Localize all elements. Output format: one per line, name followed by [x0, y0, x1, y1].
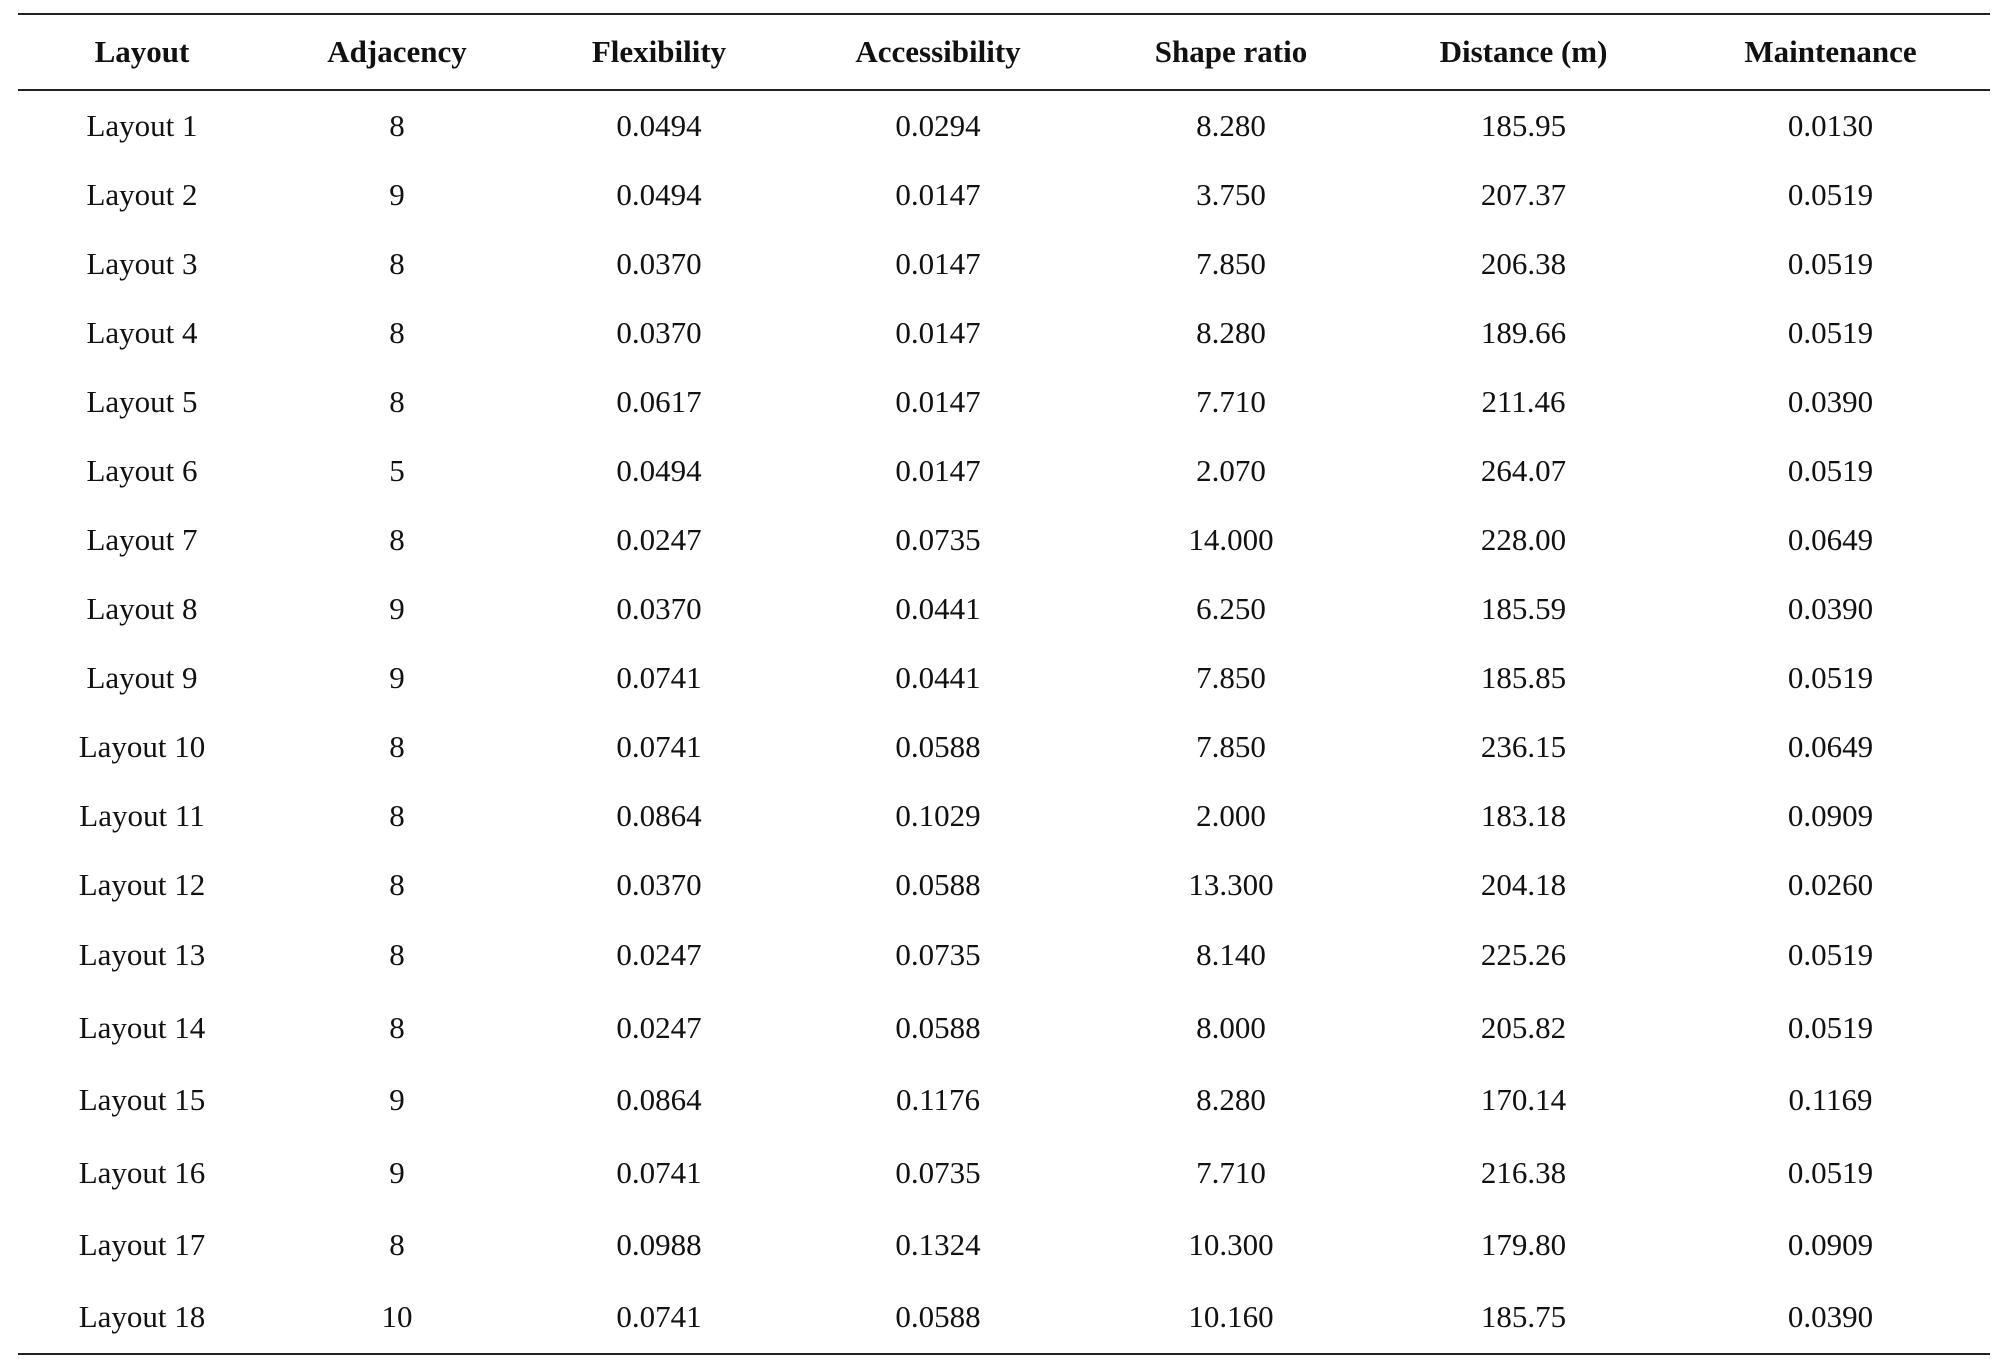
- table-row: [18, 1209, 1990, 1282]
- cell-distance: 204.18: [1480, 866, 1567, 902]
- cell-adjacency: 9: [389, 1154, 405, 1190]
- cell-accessibility: 0.0588: [895, 728, 981, 764]
- cell-layout: Layout 10: [78, 728, 206, 764]
- table-row: [18, 229, 1990, 298]
- cell-maintenance: 0.0649: [1787, 521, 1874, 557]
- cell-flexibility: 0.0494: [616, 452, 702, 488]
- cell-flexibility: 0.0494: [616, 176, 702, 212]
- cell-maintenance: 0.0519: [1787, 452, 1874, 488]
- cell-maintenance: 0.0519: [1787, 176, 1874, 212]
- cell-layout: Layout 13: [78, 937, 206, 973]
- header-layout: Layout: [94, 34, 190, 69]
- table-row: [18, 781, 1990, 850]
- cell-adjacency: 9: [389, 1082, 405, 1118]
- cell-adjacency: 8: [389, 866, 405, 902]
- cell-flexibility: 0.0864: [616, 1082, 702, 1118]
- cell-shape-ratio: 7.850: [1196, 245, 1266, 281]
- cell-maintenance: 0.0519: [1787, 1154, 1874, 1190]
- table-row: [18, 643, 1990, 712]
- cell-maintenance: 0.0390: [1787, 383, 1874, 419]
- table-row: [18, 505, 1990, 574]
- cell-adjacency: 8: [389, 728, 405, 764]
- cell-distance: 206.38: [1480, 245, 1567, 281]
- table-body: [18, 90, 1990, 1354]
- header-adjacency: Adjacency: [327, 34, 467, 69]
- cell-distance: 205.82: [1480, 1009, 1567, 1045]
- cell-adjacency: 5: [389, 452, 405, 488]
- cell-shape-ratio: 10.300: [1188, 1227, 1274, 1263]
- cell-shape-ratio: 14.000: [1188, 521, 1274, 557]
- cell-maintenance: 0.0519: [1787, 937, 1874, 973]
- cell-layout: Layout 17: [78, 1227, 206, 1263]
- cell-adjacency: 8: [389, 797, 405, 833]
- cell-maintenance: 0.0909: [1787, 1227, 1874, 1263]
- cell-layout: Layout 18: [78, 1299, 206, 1335]
- cell-layout: Layout 3: [86, 245, 198, 281]
- cell-shape-ratio: 2.070: [1196, 452, 1266, 488]
- table-row: [18, 1137, 1990, 1210]
- cell-adjacency: 8: [389, 245, 405, 281]
- table-row: [18, 298, 1990, 367]
- cell-accessibility: 0.0735: [895, 1154, 981, 1190]
- cell-shape-ratio: 7.850: [1196, 728, 1266, 764]
- cell-shape-ratio: 10.160: [1188, 1299, 1274, 1335]
- cell-accessibility: 0.0147: [895, 245, 981, 281]
- cell-layout: Layout 4: [86, 314, 198, 350]
- cell-adjacency: 8: [389, 1227, 405, 1263]
- cell-shape-ratio: 3.750: [1196, 176, 1266, 212]
- cell-adjacency: 9: [389, 176, 405, 212]
- cell-maintenance: 0.0390: [1787, 590, 1874, 626]
- table-row: [18, 1064, 1990, 1137]
- cell-shape-ratio: 7.850: [1196, 659, 1266, 695]
- cell-flexibility: 0.0370: [616, 590, 702, 626]
- cell-maintenance: 0.0519: [1787, 1009, 1874, 1045]
- cell-layout: Layout 9: [86, 659, 198, 695]
- cell-distance: 216.38: [1480, 1154, 1567, 1190]
- cell-flexibility: 0.0494: [616, 107, 702, 143]
- table-row: [18, 90, 1990, 160]
- cell-maintenance: 0.0909: [1787, 797, 1874, 833]
- cell-layout: Layout 5: [86, 383, 198, 419]
- cell-adjacency: 10: [381, 1299, 413, 1335]
- cell-flexibility: 0.0988: [616, 1227, 702, 1263]
- cell-flexibility: 0.0741: [616, 659, 702, 695]
- cell-accessibility: 0.0147: [895, 452, 981, 488]
- cell-distance: 207.37: [1480, 176, 1567, 212]
- cell-shape-ratio: 6.250: [1196, 590, 1266, 626]
- table-row: [18, 992, 1990, 1065]
- cell-distance: 211.46: [1481, 383, 1566, 419]
- header-accessibility: Accessibility: [855, 34, 1021, 69]
- cell-flexibility: 0.0247: [616, 521, 702, 557]
- cell-shape-ratio: 7.710: [1196, 1154, 1266, 1190]
- cell-flexibility: 0.0741: [616, 1154, 702, 1190]
- table-row: [18, 160, 1990, 229]
- cell-distance: 183.18: [1480, 797, 1567, 833]
- layout-comparison-table-container: [18, 13, 1990, 1355]
- cell-flexibility: 0.0741: [616, 1299, 702, 1335]
- cell-distance: 185.95: [1480, 107, 1567, 143]
- table-row: [18, 436, 1990, 505]
- cell-flexibility: 0.0370: [616, 245, 702, 281]
- cell-maintenance: 0.0130: [1787, 107, 1874, 143]
- cell-accessibility: 0.1176: [895, 1082, 981, 1118]
- cell-layout: Layout 1: [86, 107, 198, 143]
- cell-distance: 185.59: [1480, 590, 1567, 626]
- cell-layout: Layout 14: [78, 1009, 206, 1045]
- cell-shape-ratio: 13.300: [1188, 866, 1274, 902]
- cell-adjacency: 8: [389, 521, 405, 557]
- cell-accessibility: 0.0147: [895, 314, 981, 350]
- cell-distance: 264.07: [1480, 452, 1567, 488]
- cell-accessibility: 0.0147: [895, 176, 981, 212]
- cell-adjacency: 8: [389, 1009, 405, 1045]
- cell-shape-ratio: 2.000: [1196, 797, 1266, 833]
- table-row: [18, 367, 1990, 436]
- cell-shape-ratio: 8.280: [1196, 314, 1266, 350]
- cell-maintenance: 0.0519: [1787, 314, 1874, 350]
- table-header: [18, 14, 1990, 90]
- layout-comparison-table: [18, 13, 1990, 1355]
- cell-maintenance: 0.0260: [1787, 866, 1874, 902]
- cell-distance: 185.75: [1480, 1299, 1567, 1335]
- cell-shape-ratio: 8.140: [1196, 937, 1266, 973]
- cell-distance: 185.85: [1480, 659, 1567, 695]
- cell-accessibility: 0.0588: [895, 866, 981, 902]
- table-row: [18, 919, 1990, 992]
- cell-distance: 236.15: [1480, 728, 1567, 764]
- cell-flexibility: 0.0370: [616, 314, 702, 350]
- cell-maintenance: 0.1169: [1788, 1082, 1873, 1118]
- cell-layout: Layout 8: [86, 590, 198, 626]
- cell-distance: 225.26: [1480, 937, 1567, 973]
- table-row: [18, 712, 1990, 781]
- cell-layout: Layout 16: [78, 1154, 206, 1190]
- cell-accessibility: 0.0588: [895, 1299, 981, 1335]
- cell-accessibility: 0.0588: [895, 1009, 981, 1045]
- cell-adjacency: 9: [389, 659, 405, 695]
- cell-accessibility: 0.0441: [895, 659, 981, 695]
- cell-flexibility: 0.0247: [616, 937, 702, 973]
- cell-accessibility: 0.1029: [895, 797, 981, 833]
- cell-maintenance: 0.0390: [1787, 1299, 1874, 1335]
- cell-distance: 170.14: [1480, 1082, 1567, 1118]
- cell-flexibility: 0.0617: [616, 383, 702, 419]
- cell-adjacency: 9: [389, 590, 405, 626]
- header-row: [18, 14, 1990, 90]
- cell-accessibility: 0.0735: [895, 521, 981, 557]
- cell-distance: 228.00: [1480, 521, 1567, 557]
- cell-shape-ratio: 8.280: [1196, 107, 1266, 143]
- cell-flexibility: 0.0370: [616, 866, 702, 902]
- table-row: [18, 850, 1990, 919]
- cell-flexibility: 0.0741: [616, 728, 702, 764]
- cell-accessibility: 0.0294: [895, 107, 981, 143]
- table-row: [18, 574, 1990, 643]
- header-maintenance: Maintenance: [1744, 34, 1917, 69]
- cell-adjacency: 8: [389, 107, 405, 143]
- cell-accessibility: 0.1324: [895, 1227, 981, 1263]
- cell-shape-ratio: 8.280: [1196, 1082, 1266, 1118]
- cell-layout: Layout 7: [86, 521, 198, 557]
- cell-layout: Layout 11: [79, 797, 205, 833]
- cell-adjacency: 8: [389, 314, 405, 350]
- cell-shape-ratio: 8.000: [1196, 1009, 1266, 1045]
- cell-flexibility: 0.0864: [616, 797, 702, 833]
- cell-accessibility: 0.0147: [895, 383, 981, 419]
- cell-distance: 179.80: [1480, 1227, 1567, 1263]
- cell-layout: Layout 6: [86, 452, 198, 488]
- header-flexibility: Flexibility: [591, 34, 727, 69]
- cell-flexibility: 0.0247: [616, 1009, 702, 1045]
- cell-layout: Layout 2: [86, 176, 198, 212]
- cell-maintenance: 0.0519: [1787, 245, 1874, 281]
- cell-adjacency: 8: [389, 383, 405, 419]
- header-shape-ratio: Shape ratio: [1154, 34, 1308, 69]
- cell-layout: Layout 12: [78, 866, 206, 902]
- cell-accessibility: 0.0441: [895, 590, 981, 626]
- cell-adjacency: 8: [389, 937, 405, 973]
- cell-accessibility: 0.0735: [895, 937, 981, 973]
- cell-maintenance: 0.0519: [1787, 659, 1874, 695]
- cell-distance: 189.66: [1480, 314, 1567, 350]
- header-distance: Distance (m): [1439, 34, 1608, 69]
- cell-layout: Layout 15: [78, 1082, 206, 1118]
- table-row: [18, 1282, 1990, 1355]
- cell-maintenance: 0.0649: [1787, 728, 1874, 764]
- cell-shape-ratio: 7.710: [1196, 383, 1266, 419]
